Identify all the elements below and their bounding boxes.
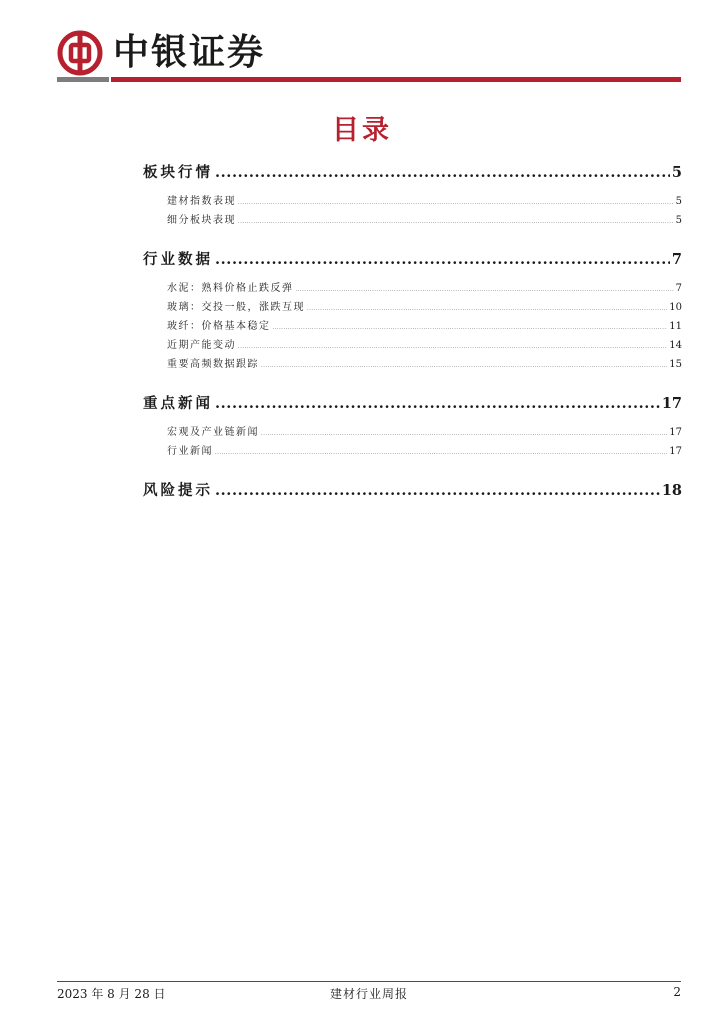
footer-rule [57,981,681,982]
toc-subsection-entry[interactable] [143,317,682,336]
toc-subsection-entry-label: 建材指数表现 [167,196,236,207]
dot-leader [215,160,670,186]
toc-section-entry[interactable] [143,478,682,504]
table-of-contents [143,160,682,504]
toc-section-entry-label: 重点新闻 [143,396,213,412]
toc-subsection-entry-page-number: 11 [669,321,682,332]
dot-leader [307,298,667,319]
toc-subsection-entry[interactable] [143,336,682,355]
toc-subsection-entry[interactable] [143,423,682,442]
toc-section-entry[interactable] [143,247,682,273]
dot-leader [238,211,674,232]
toc-subsection-entry-label: 近期产能变动 [167,340,236,351]
bank-of-china-logo-icon [57,30,103,76]
toc-subsection-entry[interactable] [143,279,682,298]
toc-section-entry-page-number: 17 [661,395,682,412]
dot-leader [215,247,670,273]
toc-section-entry-page-number: 5 [671,164,682,181]
toc-subsection-entry[interactable] [143,355,682,374]
toc-section-entry[interactable] [143,160,682,186]
footer-date: 2023 年 8 月 28 日 [57,987,166,1001]
dot-leader [296,279,674,300]
toc-section-entry-label: 风险提示 [143,483,213,499]
brand-name: 中银证券 [113,32,266,73]
toc-subsection-entry-page-number: 7 [675,283,682,294]
toc-subsection-entry[interactable] [143,298,682,317]
toc-subsection-entry-label: 宏观及产业链新闻 [167,427,259,438]
dot-leader [261,423,667,444]
toc-section-entry-page-number: 7 [671,251,682,268]
toc-section-entry[interactable] [143,391,682,417]
toc-section-entry-page-number: 18 [661,482,682,499]
dot-leader [238,192,674,213]
dot-leader [273,317,668,338]
dot-leader [261,355,667,376]
toc-subsection-entry[interactable] [143,211,682,230]
dot-leader [238,336,667,357]
dot-leader [215,391,660,417]
header-rule-gray [57,77,109,82]
footer-report-name: 建材行业周报 [329,987,408,1001]
toc-subsection-entry-label: 水泥：熟料价格止跌反弹 [167,283,294,294]
toc-subsection-entry-page-number: 5 [675,215,682,226]
toc-subsection-entry-label: 行业新闻 [167,446,213,457]
dot-leader [215,478,660,504]
page-header [57,26,681,86]
toc-section-entry-label: 板块行情 [143,165,213,181]
dot-leader [215,442,667,463]
toc-subsection-entry-label: 重要高频数据跟踪 [167,359,259,370]
toc-subsection-entry[interactable] [143,442,682,461]
toc-title: 目录 [332,115,392,146]
toc-subsection-entry-page-number: 17 [669,427,682,438]
toc-subsection-entry-label: 细分板块表现 [167,215,236,226]
toc-subsection-entry-page-number: 14 [669,340,682,351]
toc-subsection-entry-label: 玻璃：交投一般，涨跌互现 [167,302,305,313]
toc-subsection-entry-page-number: 10 [669,302,682,313]
toc-subsection-entry-label: 玻纤：价格基本稳定 [167,321,271,332]
header-rule-red [111,77,681,82]
footer-page-number: 2 [673,985,681,999]
toc-subsection-entry-page-number: 5 [675,196,682,207]
toc-subsection-entry[interactable] [143,192,682,211]
toc-subsection-entry-page-number: 15 [669,359,682,370]
toc-section-entry-label: 行业数据 [143,252,213,268]
toc-subsection-entry-page-number: 17 [669,446,682,457]
